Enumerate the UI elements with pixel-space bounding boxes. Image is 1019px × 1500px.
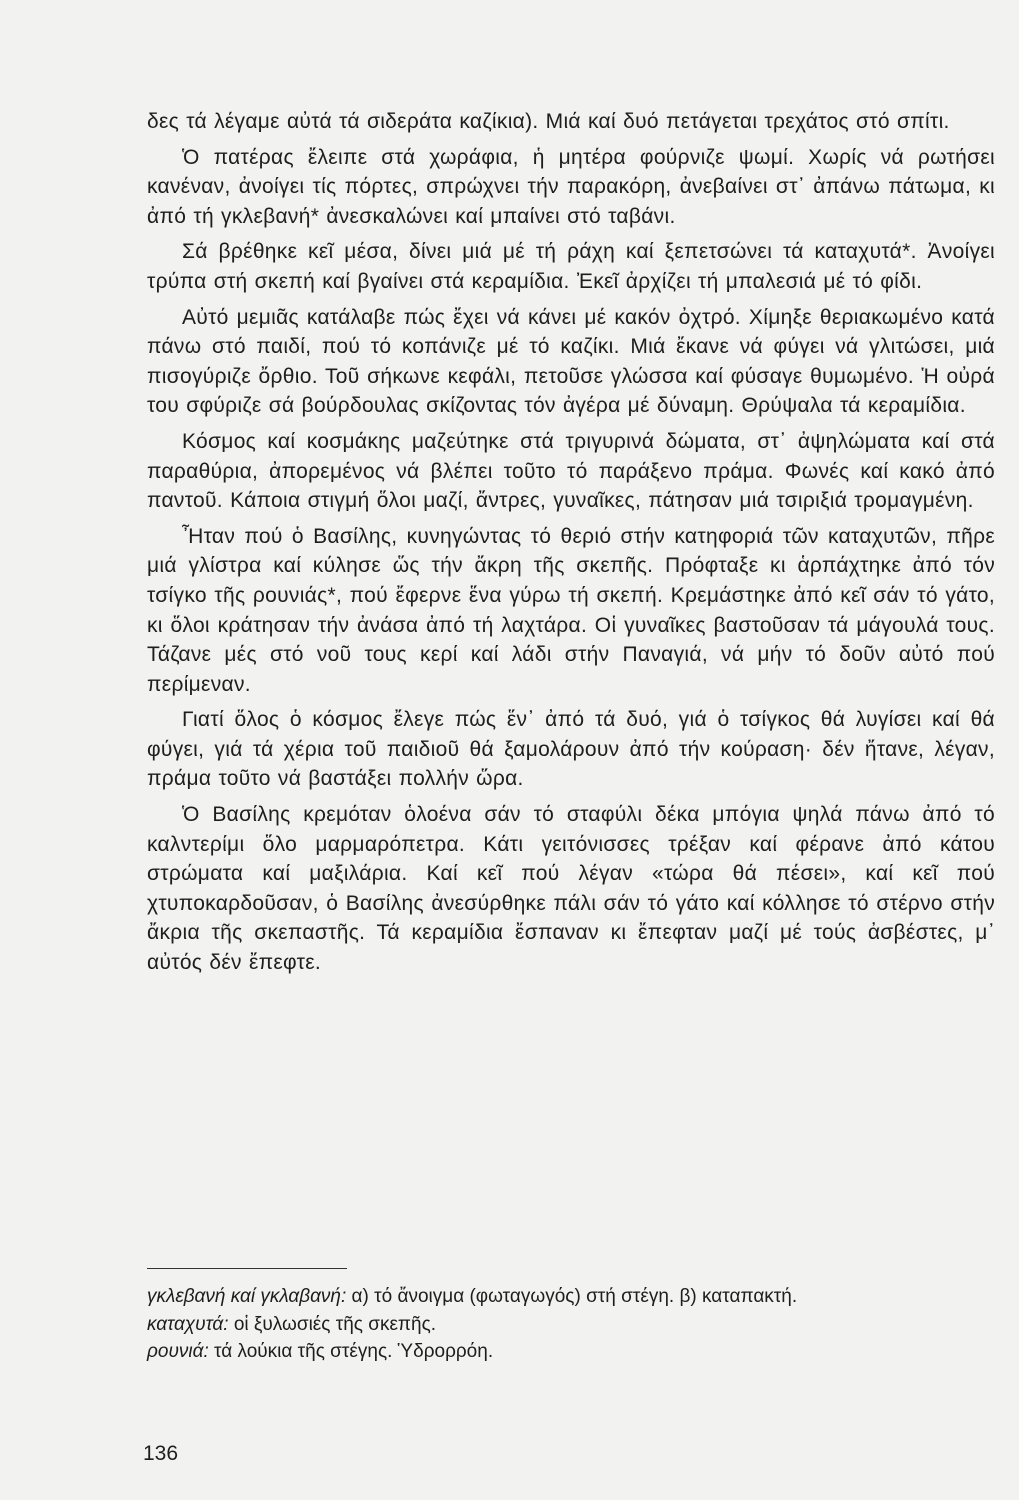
paragraph: Κόσμος καί κοσμάκης μαζεύτηκε στά τριγυρινά δώματα, στ᾽ ἀψηλώματα καί στά παραθύρια, ἀπορεμένος νά βλέπει τοῦτο τό παράξενο πράμα. Φωνές καί κακό ἀπό παντοῦ. Κάποια στιγμή ὅλοι μαζί, ἄντρες, γυναῖκες, πάτησαν μιά τσιριξιά τρομαγμένη. [147, 429, 995, 513]
footnote-divider [147, 1268, 347, 1269]
footnote-term: καταχυτά: [147, 1313, 229, 1335]
page-number: 136 [143, 1442, 179, 1465]
footnote [147, 1283, 995, 1311]
paragraph: Ἦταν πού ὁ Βασίλης, κυνηγώντας τό θεριό στήν κατηφοριά τῶν καταχυτῶν, πῆρε μιά γλίστρα καί κύλησε ὥς τήν ἄκρη τῆς σκεπῆς. Πρόφταξε κι ἁρπάχτηκε ἀπό τόν τσίγκο τῆς ρουνιάς*, πού ἔφερνε ἕνα γύρω τή σκεπή. Κρεμάστηκε ἀπό κεῖ σάν τό γάτο, κι ὅλοι κράτησαν τήν ἀνάσα ἀπό τή λαχτάρα. Οἱ γυναῖκες βαστοῦσαν τά μάγουλά τους. Τάζανε μές στό νοῦ τους κερί καί λάδι στήν Παναγιά, νά μήν τό δοῦν αὐτό πού περίμεναν. [147, 524, 995, 696]
paragraph: Ὁ Βασίλης κρεμόταν ὁλοένα σάν τό σταφύλι δέκα μπόγια ψηλά πάνω ἀπό τό καλντερίμι ὅλο μαρμαρόπετρα. Κάτι γειτόνισσες τρέξαν καί φέρανε ἀπό κάτου στρώματα καί μαξιλάρια. Καί κεῖ πού λέγαν «τώρα θά πέσει», καί κεῖ πού χτυποκαρδοῦσαν, ὁ Βασίλης ἀνεσύρθηκε πάλι σάν τό γάτο καί κόλλησε τό στέρνο στήν ἄκρια τῆς σκεπαστῆς. Τά κεραμίδια ἔσπαναν κι ἔπεφταν μαζί μέ τούς ἀσβέστες, μ᾽ αὐτός δέν ἔπεφτε. [147, 803, 995, 975]
footnote [147, 1338, 995, 1366]
paragraph: Αὐτό μεμιᾶς κατάλαβε πώς ἔχει νά κάνει μέ κακόν ὀχτρό. Χίμηξε θεριακωμένο κατά πάνω στό παιδί, πού τό κοπάνιζε μέ τό καζίκι. Μιά ἔκανε νά φύγει νά γλιτώσει, μιά πισογύριζε ὄρθιο. Τοῦ σήκωνε κεφάλι, πετοῦσε γλώσσα καί φύσαγε θυμωμένο. Ἡ οὐρά του σφύριζε σά βούρδουλας σκίζοντας τόν ἀγέρα μέ δύναμη. Θρύψαλα τά κεραμίδια. [147, 305, 995, 418]
footnote-definition: α) τό ἄνοιγμα (φωταγωγός) στή στέγη. β) καταπακτή. [346, 1286, 798, 1307]
paragraph: Γιατί ὅλος ὁ κόσμος ἔλεγε πώς ἕν᾽ ἀπό τά δυό, γιά ὁ τσίγκος θά λυγίσει καί θά φύγει, γιά τά χέρια τοῦ παιδιοῦ θά ξαμολάρουν ἀπό τήν κούραση· δέν ἤτανε, λέγαν, πράμα τοῦτο νά βαστάξει πολλήν ὥρα. [147, 708, 995, 791]
footnotes [147, 1283, 995, 1366]
footnote-definition: τά λούκια τῆς στέγης. Ὑδρορρόη. [208, 1341, 494, 1362]
footnote [147, 1311, 995, 1339]
paragraph: Ὁ πατέρας ἔλειπε στά χωράφια, ἡ μητέρα φούρνιζε ψωμί. Χωρίς νά ρωτήσει κανέναν, ἀνοίγει τίς πόρτες, σπρώχνει τήν παρακόρη, ἀνεβαίνει στ᾽ ἀπάνω πάτωμα, κι ἀπό τή γκλεβανή* ἀνεσκαλώνει καί μπαίνει στό ταβάνι. [147, 145, 995, 228]
paragraph: δες τά λέγαμε αὐτά τά σιδεράτα καζίκια). Μιά καί δυό πετάγεται τρεχάτος στό σπίτι. [147, 110, 950, 133]
footnote-term: ρουνιά: [147, 1341, 209, 1362]
footnote-definition: οἱ ξυλωσιές τῆς σκεπῆς. [228, 1313, 437, 1335]
paragraph: Σά βρέθηκε κεῖ μέσα, δίνει μιά μέ τή ράχη καί ξεπετσώνει τά καταχυτά*. Ἀνοίγει τρύπα στή σκεπή καί βγαίνει στά κεραμίδια. Ἐκεῖ ἀρχίζει τή μπαλεσιά μέ τό φίδι. [147, 240, 995, 293]
footnote-term: γκλεβανή καί γκλαβανή: [147, 1286, 347, 1307]
body-text [147, 107, 995, 984]
